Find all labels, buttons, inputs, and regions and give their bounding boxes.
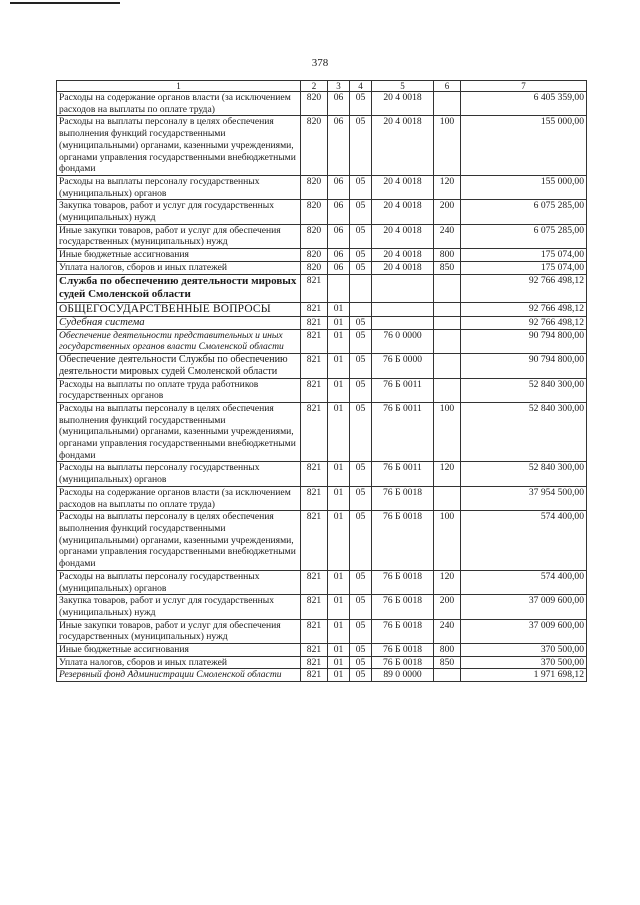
- table-row: [57, 354, 587, 378]
- row-grbs-cell: 821: [301, 317, 328, 330]
- row-grbs-cell: 821: [301, 378, 328, 402]
- row-name-cell: Расходы на выплаты персоналу в целях обеспечения выполнения функций государственными (муниципальными) органами, казенными учреждениями, органами управления государственными внебюджетными фондами: [57, 402, 301, 462]
- row-amount-cell: 37 009 600,00: [461, 595, 587, 619]
- table-row: [57, 200, 587, 224]
- table-row: [57, 302, 587, 317]
- row-target-article-cell: 76 Б 0018: [372, 570, 434, 594]
- row-expense-type-cell: 800: [434, 249, 461, 262]
- row-grbs-cell: 821: [301, 619, 328, 643]
- row-subsection-code-cell: 05: [350, 486, 372, 510]
- row-expense-type-cell: [434, 669, 461, 682]
- row-name-cell: Иные закупки товаров, работ и услуг для обеспечения государственных (муниципальных) нужд: [57, 224, 301, 248]
- row-expense-type-cell: [434, 274, 461, 302]
- row-name-cell: Расходы на выплаты персоналу в целях обеспечения выполнения функций государственными (муниципальными) органами, казенными учреждениями, органами управления государственными внебюджетными фондами: [57, 116, 301, 176]
- row-section-code-cell: 06: [328, 249, 350, 262]
- row-subsection-code-cell: 05: [350, 116, 372, 176]
- table-row: [57, 261, 587, 274]
- row-section-code-cell: [328, 274, 350, 302]
- row-subsection-code-cell: 05: [350, 175, 372, 199]
- top-rule: [10, 2, 120, 4]
- row-amount-cell: 92 766 498,12: [461, 274, 587, 302]
- table-row: [57, 511, 587, 571]
- row-expense-type-cell: 120: [434, 175, 461, 199]
- row-target-article-cell: 20 4 0018: [372, 224, 434, 248]
- row-amount-cell: 175 074,00: [461, 261, 587, 274]
- row-name-cell: Расходы на выплаты персоналу государственных (муниципальных) органов: [57, 175, 301, 199]
- row-name-cell: Расходы на выплаты по оплате труда работников государственных органов: [57, 378, 301, 402]
- row-grbs-cell: 821: [301, 329, 328, 353]
- row-amount-cell: 6 075 285,00: [461, 224, 587, 248]
- header-cell: 2: [301, 81, 328, 92]
- row-amount-cell: 574 400,00: [461, 570, 587, 594]
- row-grbs-cell: 820: [301, 92, 328, 116]
- table-row: [57, 595, 587, 619]
- row-name-cell: Обеспечение деятельности Службы по обеспечению деятельности мировых судей Смоленской области: [57, 354, 301, 378]
- row-expense-type-cell: 240: [434, 224, 461, 248]
- row-subsection-code-cell: 05: [350, 462, 372, 486]
- row-amount-cell: 6 075 285,00: [461, 200, 587, 224]
- row-grbs-cell: 820: [301, 249, 328, 262]
- row-subsection-code-cell: 05: [350, 224, 372, 248]
- row-section-code-cell: 06: [328, 92, 350, 116]
- table-header-row: [57, 81, 587, 92]
- row-grbs-cell: 821: [301, 595, 328, 619]
- row-amount-cell: 52 840 300,00: [461, 378, 587, 402]
- row-target-article-cell: 76 Б 0011: [372, 462, 434, 486]
- row-expense-type-cell: 200: [434, 595, 461, 619]
- row-section-code-cell: 01: [328, 511, 350, 571]
- row-subsection-code-cell: 05: [350, 669, 372, 682]
- row-expense-type-cell: [434, 354, 461, 378]
- row-name-cell: Расходы на выплаты персоналу в целях обеспечения выполнения функций государственными (муниципальными) органами, казенными учреждениями, органами управления государственными внебюджетными фондами: [57, 511, 301, 571]
- header-cell: 3: [328, 81, 350, 92]
- table-row: [57, 329, 587, 353]
- page-number: 378: [311, 57, 329, 69]
- row-subsection-code-cell: 05: [350, 644, 372, 657]
- row-subsection-code-cell: 05: [350, 656, 372, 669]
- table-row: [57, 378, 587, 402]
- row-name-cell: Иные бюджетные ассигнования: [57, 644, 301, 657]
- row-expense-type-cell: 120: [434, 570, 461, 594]
- row-grbs-cell: 820: [301, 200, 328, 224]
- row-name-cell: Обеспечение деятельности представительных и иных государственных органов власти Смоленской области: [57, 329, 301, 353]
- row-target-article-cell: 76 Б 0018: [372, 656, 434, 669]
- row-amount-cell: 90 794 800,00: [461, 354, 587, 378]
- row-subsection-code-cell: 05: [350, 378, 372, 402]
- row-target-article-cell: [372, 317, 434, 330]
- table-row: [57, 92, 587, 116]
- row-grbs-cell: 820: [301, 116, 328, 176]
- row-target-article-cell: 20 4 0018: [372, 200, 434, 224]
- row-subsection-code-cell: 05: [350, 570, 372, 594]
- table-row: [57, 486, 587, 510]
- table-row: [57, 317, 587, 330]
- table-row: [57, 644, 587, 657]
- row-grbs-cell: 821: [301, 274, 328, 302]
- row-expense-type-cell: [434, 317, 461, 330]
- row-target-article-cell: 76 Б 0011: [372, 402, 434, 462]
- row-section-code-cell: 06: [328, 224, 350, 248]
- row-target-article-cell: 76 Б 0018: [372, 511, 434, 571]
- row-section-code-cell: 01: [328, 462, 350, 486]
- row-section-code-cell: 01: [328, 302, 350, 317]
- row-section-code-cell: 01: [328, 644, 350, 657]
- row-section-code-cell: 01: [328, 486, 350, 510]
- row-expense-type-cell: 850: [434, 261, 461, 274]
- row-target-article-cell: 76 Б 0000: [372, 354, 434, 378]
- row-grbs-cell: 821: [301, 354, 328, 378]
- header-cell: 6: [434, 81, 461, 92]
- row-expense-type-cell: 100: [434, 511, 461, 571]
- row-grbs-cell: 820: [301, 224, 328, 248]
- row-grbs-cell: 821: [301, 644, 328, 657]
- row-target-article-cell: 76 Б 0018: [372, 644, 434, 657]
- row-amount-cell: 52 840 300,00: [461, 402, 587, 462]
- row-target-article-cell: 76 Б 0011: [372, 378, 434, 402]
- row-expense-type-cell: 120: [434, 462, 461, 486]
- row-subsection-code-cell: 05: [350, 249, 372, 262]
- row-amount-cell: 6 405 359,00: [461, 92, 587, 116]
- table-row: [57, 274, 587, 302]
- table-row: [57, 402, 587, 462]
- table-row: [57, 224, 587, 248]
- row-target-article-cell: 20 4 0018: [372, 261, 434, 274]
- row-amount-cell: 370 500,00: [461, 644, 587, 657]
- header-cell: 4: [350, 81, 372, 92]
- row-grbs-cell: 820: [301, 261, 328, 274]
- row-target-article-cell: 20 4 0018: [372, 175, 434, 199]
- row-expense-type-cell: [434, 378, 461, 402]
- row-expense-type-cell: 200: [434, 200, 461, 224]
- row-section-code-cell: 01: [328, 669, 350, 682]
- table-row: [57, 656, 587, 669]
- row-expense-type-cell: 850: [434, 656, 461, 669]
- row-subsection-code-cell: 05: [350, 92, 372, 116]
- row-amount-cell: 92 766 498,12: [461, 302, 587, 317]
- row-name-cell: Уплата налогов, сборов и иных платежей: [57, 261, 301, 274]
- row-target-article-cell: [372, 302, 434, 317]
- row-target-article-cell: 89 0 0000: [372, 669, 434, 682]
- row-amount-cell: 155 000,00: [461, 116, 587, 176]
- row-amount-cell: 370 500,00: [461, 656, 587, 669]
- row-subsection-code-cell: 05: [350, 354, 372, 378]
- header-cell: 5: [372, 81, 434, 92]
- row-expense-type-cell: 800: [434, 644, 461, 657]
- row-expense-type-cell: 240: [434, 619, 461, 643]
- table-row: [57, 669, 587, 682]
- row-subsection-code-cell: 05: [350, 261, 372, 274]
- row-subsection-code-cell: 05: [350, 329, 372, 353]
- table-row: [57, 619, 587, 643]
- row-grbs-cell: 821: [301, 669, 328, 682]
- row-target-article-cell: 20 4 0018: [372, 249, 434, 262]
- row-section-code-cell: 01: [328, 329, 350, 353]
- row-section-code-cell: 01: [328, 378, 350, 402]
- table-row: [57, 570, 587, 594]
- row-section-code-cell: 01: [328, 570, 350, 594]
- row-amount-cell: 574 400,00: [461, 511, 587, 571]
- row-expense-type-cell: 100: [434, 116, 461, 176]
- row-amount-cell: 1 971 698,12: [461, 669, 587, 682]
- row-target-article-cell: 76 Б 0018: [372, 486, 434, 510]
- row-section-code-cell: 01: [328, 595, 350, 619]
- row-section-code-cell: 06: [328, 175, 350, 199]
- row-expense-type-cell: [434, 486, 461, 510]
- row-grbs-cell: 820: [301, 175, 328, 199]
- row-section-code-cell: 06: [328, 200, 350, 224]
- row-name-cell: Расходы на выплаты персоналу государственных (муниципальных) органов: [57, 462, 301, 486]
- row-grbs-cell: 821: [301, 511, 328, 571]
- row-section-code-cell: 01: [328, 619, 350, 643]
- table-row: [57, 462, 587, 486]
- row-subsection-code-cell: 05: [350, 402, 372, 462]
- row-target-article-cell: 76 Б 0018: [372, 619, 434, 643]
- row-grbs-cell: 821: [301, 570, 328, 594]
- row-name-cell: Резервный фонд Администрации Смоленской области: [57, 669, 301, 682]
- row-expense-type-cell: [434, 302, 461, 317]
- row-section-code-cell: 01: [328, 354, 350, 378]
- row-name-cell: Закупка товаров, работ и услуг для государственных (муниципальных) нужд: [57, 595, 301, 619]
- row-section-code-cell: 01: [328, 656, 350, 669]
- row-subsection-code-cell: 05: [350, 200, 372, 224]
- row-section-code-cell: 01: [328, 317, 350, 330]
- row-subsection-code-cell: 05: [350, 511, 372, 571]
- row-section-code-cell: 06: [328, 261, 350, 274]
- row-grbs-cell: 821: [301, 302, 328, 317]
- header-cell: 1: [57, 81, 301, 92]
- row-expense-type-cell: 100: [434, 402, 461, 462]
- table-row: [57, 249, 587, 262]
- row-subsection-code-cell: [350, 302, 372, 317]
- row-grbs-cell: 821: [301, 402, 328, 462]
- row-amount-cell: 90 794 800,00: [461, 329, 587, 353]
- row-amount-cell: 155 000,00: [461, 175, 587, 199]
- row-name-cell: Судебная система: [57, 317, 301, 330]
- row-target-article-cell: 20 4 0018: [372, 116, 434, 176]
- header-cell: 7: [461, 81, 587, 92]
- row-subsection-code-cell: 05: [350, 317, 372, 330]
- row-name-cell: Иные бюджетные ассигнования: [57, 249, 301, 262]
- budget-table: [56, 80, 587, 682]
- row-subsection-code-cell: 05: [350, 595, 372, 619]
- row-name-cell: Расходы на содержание органов власти (за исключением расходов на выплаты по оплате труда): [57, 486, 301, 510]
- row-name-cell: Закупка товаров, работ и услуг для государственных (муниципальных) нужд: [57, 200, 301, 224]
- row-amount-cell: 37 009 600,00: [461, 619, 587, 643]
- row-target-article-cell: 20 4 0018: [372, 92, 434, 116]
- row-section-code-cell: 01: [328, 402, 350, 462]
- table-row: [57, 116, 587, 176]
- row-subsection-code-cell: [350, 274, 372, 302]
- row-target-article-cell: 76 0 0000: [372, 329, 434, 353]
- row-name-cell: Иные закупки товаров, работ и услуг для обеспечения государственных (муниципальных) нужд: [57, 619, 301, 643]
- row-grbs-cell: 821: [301, 462, 328, 486]
- row-name-cell: Расходы на содержание органов власти (за исключением расходов на выплаты по оплате труда): [57, 92, 301, 116]
- row-amount-cell: 52 840 300,00: [461, 462, 587, 486]
- row-subsection-code-cell: 05: [350, 619, 372, 643]
- row-section-code-cell: 06: [328, 116, 350, 176]
- row-grbs-cell: 821: [301, 486, 328, 510]
- row-name-cell: ОБЩЕГОСУДАРСТВЕННЫЕ ВОПРОСЫ: [57, 302, 301, 317]
- row-expense-type-cell: [434, 92, 461, 116]
- row-target-article-cell: 76 Б 0018: [372, 595, 434, 619]
- row-amount-cell: 92 766 498,12: [461, 317, 587, 330]
- row-expense-type-cell: [434, 329, 461, 353]
- row-amount-cell: 37 954 500,00: [461, 486, 587, 510]
- row-target-article-cell: [372, 274, 434, 302]
- table-row: [57, 175, 587, 199]
- row-grbs-cell: 821: [301, 656, 328, 669]
- row-name-cell: Расходы на выплаты персоналу государственных (муниципальных) органов: [57, 570, 301, 594]
- row-name-cell: Уплата налогов, сборов и иных платежей: [57, 656, 301, 669]
- row-name-cell: Служба по обеспечению деятельности мировых судей Смоленской области: [57, 274, 301, 302]
- row-amount-cell: 175 074,00: [461, 249, 587, 262]
